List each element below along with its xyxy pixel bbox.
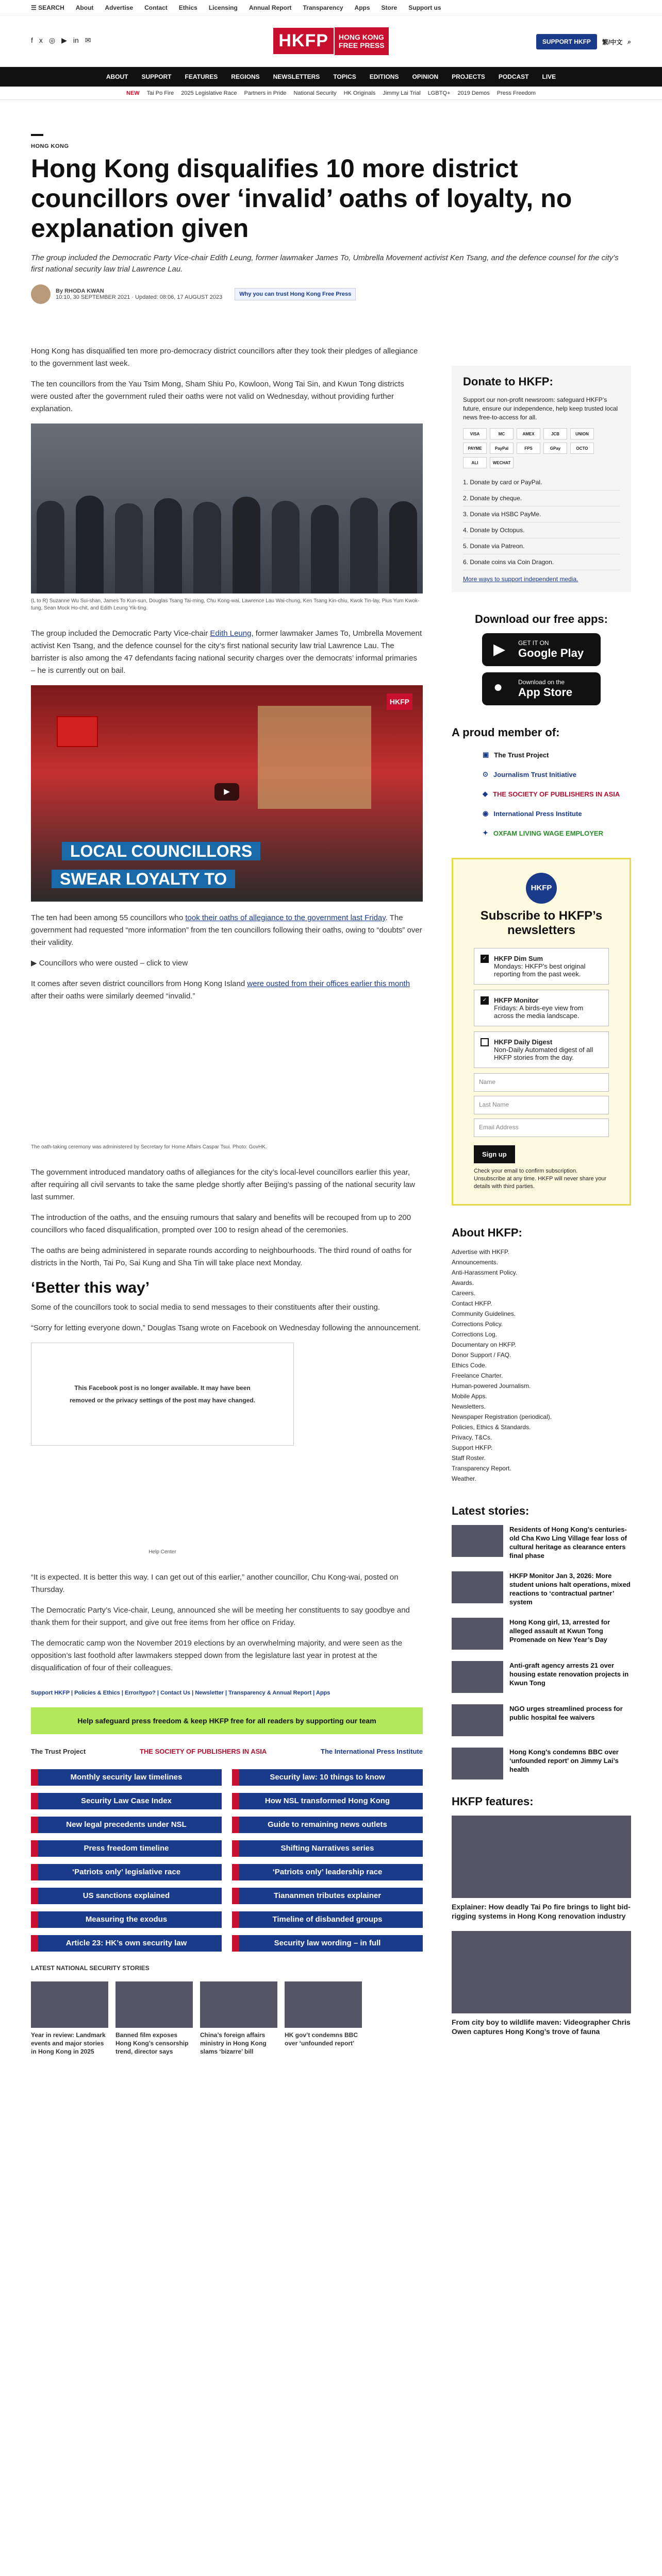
payment-icon: AMEX [517, 428, 540, 439]
paragraph: It comes after seven district councillors from Hong Kong Island were ousted from their offices earlier this month after their oaths were similarly deemed “invalid.” [31, 979, 410, 1001]
trust-link[interactable]: Why you can trust Hong Kong Free Press [235, 288, 356, 300]
explainer-button[interactable]: New legal precedents under NSL [31, 1817, 222, 1833]
explainer-button[interactable]: Measuring the exodus [31, 1911, 222, 1928]
payment-icon: MC [490, 428, 514, 439]
paragraph: The Democratic Party’s Vice-chair, Leung, announced she will be meeting her constituents to say goodbye and thank them for their support, and give out free items from her office on Friday. [31, 1606, 410, 1627]
explainer-button[interactable]: ‘Patriots only’ legislative race [31, 1864, 222, 1880]
jti-icon: ⊙ [483, 770, 488, 778]
search-link[interactable]: ☰ SEARCH [31, 4, 64, 11]
explainer-button[interactable]: US sanctions explained [31, 1888, 222, 1904]
latest-story[interactable]: Hong Kong girl, 13, arrested for alleged assault at Kwun Tong Promenade on New Year’s Day [452, 1618, 631, 1650]
language-switch[interactable]: 繁/中文 [602, 38, 623, 46]
about-link[interactable]: Corrections Log. [452, 1331, 498, 1338]
nav-features[interactable]: FEATURES [185, 73, 218, 80]
payment-icon: WECHAT [490, 457, 514, 468]
trending-item[interactable]: Tai Po Fire [146, 90, 174, 96]
google-play-icon: ▶ [493, 641, 506, 658]
apps-title: Download our free apps: [475, 613, 608, 625]
story-card[interactable]: HK gov’t condemns BBC over ‘unfounded report’ [285, 1981, 362, 2047]
instagram-icon[interactable]: ◎ [48, 36, 56, 44]
trending-item[interactable]: Partners in Pride [244, 90, 287, 96]
about-link[interactable]: Transparency Report. [452, 1465, 511, 1472]
story-thumb [452, 1661, 503, 1693]
topbar-advertise[interactable]: Advertise [105, 4, 134, 11]
about-link[interactable]: Community Guidelines. [452, 1310, 516, 1317]
nav-topics[interactable]: TOPICS [333, 73, 356, 80]
topbar-transparency[interactable]: Transparency [303, 4, 343, 11]
main-nav [0, 67, 662, 87]
donate-option[interactable]: 2. Donate by cheque. [463, 490, 620, 506]
topbar-about[interactable]: About [75, 4, 94, 11]
paragraph: Hong Kong has disqualified ten more pro-democracy district councillors after they took their pledges of allegiance to the government last week. [31, 347, 418, 368]
site-header [0, 15, 662, 67]
top-utility-bar [0, 0, 662, 15]
story-thumb [200, 1981, 277, 2028]
explainer-button[interactable]: Timeline of disbanded groups [232, 1911, 423, 1928]
article-subtitle: The group included the Democratic Party Vice-chair Edith Leung, former lawmaker James To, Umbrella Movement activist Ken Tsang, and the defence counsel for the city’s first national security law trial Lawrence Lau. [31, 253, 619, 274]
sopa-icon: ◆ [483, 790, 488, 798]
support-hkfp-button[interactable]: SUPPORT HKFP [536, 34, 597, 49]
donate-option[interactable]: 3. Donate via HSBC PayMe. [463, 506, 620, 522]
topbar-support[interactable]: Support us [408, 4, 441, 11]
about-link[interactable]: Advertise with HKFP. [452, 1248, 509, 1256]
member-logo[interactable]: ▣ The Trust Project [483, 751, 549, 759]
story-thumb [452, 1618, 503, 1650]
divider [31, 134, 43, 136]
sopa-logo[interactable]: THE SOCIETY OF PUBLISHERS IN ASIA [139, 1748, 267, 1755]
payment-icon: JCB [543, 428, 567, 439]
newsletter-option[interactable]: ✓ HKFP Dim Sum Mondays: HKFP’s best original reporting from the past week. [474, 948, 609, 985]
nav-podcast[interactable]: PODCAST [498, 73, 529, 80]
trending-item[interactable]: HK Originals [343, 90, 376, 96]
explainer-button[interactable]: How NSL transformed Hong Kong [232, 1793, 423, 1809]
story-thumb [452, 1571, 503, 1603]
article-dates: 10:10, 30 SEPTEMBER 2021 · Updated: 08:06, 17 AUGUST 2023 [56, 294, 223, 300]
about-link[interactable]: Awards. [452, 1279, 474, 1286]
section-title: LATEST NATIONAL SECURITY STORIES [31, 1964, 150, 1972]
story-thumb [452, 1748, 503, 1780]
feature-thumb [452, 1816, 631, 1898]
facebook-icon[interactable]: f [31, 36, 33, 44]
newsletter-option[interactable]: HKFP Daily Digest Non-Daily Automated digest of all HKFP stories from the day. [474, 1031, 609, 1068]
about-link[interactable]: Freelance Charter. [452, 1372, 503, 1379]
explainer-button[interactable]: ‘Patriots only’ leadership race [232, 1864, 423, 1880]
explainer-links [31, 1769, 423, 1952]
paragraph: The democratic camp won the November 2019 elections by an overwhelming majority, and were seen as the opposition’s last foothold after lawmakers stepped down from the legislature last year in protest at the disqualification of four of their colleagues. [31, 1639, 403, 1672]
checkbox[interactable] [481, 1038, 489, 1046]
about-link[interactable]: Human-powered Journalism. [452, 1382, 531, 1389]
explainer-button[interactable]: Monthly security law timelines [31, 1769, 222, 1786]
help-center-link[interactable]: Help Center [148, 1549, 176, 1555]
about-link[interactable]: Newsletters. [452, 1403, 486, 1410]
latest-story[interactable]: Anti-graft agency arrests 21 over housing estate renovation projects in Kwun Tong [452, 1661, 631, 1693]
header-actions [536, 34, 631, 49]
donate-option[interactable]: 6. Donate coins via Coin Dragon. [463, 554, 620, 570]
latest-story[interactable]: HKFP Monitor Jan 3, 2026: More student unions halt operations, mixed reactions to ‘contractual partner’ system [452, 1571, 631, 1606]
paragraph: “Sorry for letting everyone down,” Douglas Tsang wrote on Facebook on Wednesday following the announcement. [31, 1324, 421, 1332]
inline-link[interactable]: took their oaths of allegiance to the government last Friday [185, 913, 386, 922]
about-link[interactable]: Mobile Apps. [452, 1393, 487, 1400]
about-link[interactable]: Privacy, T&Cs. [452, 1434, 492, 1441]
nav-regions[interactable]: REGIONS [231, 73, 260, 80]
member-logo[interactable]: ◉ International Press Institute [483, 809, 582, 818]
more-ways-link[interactable]: More ways to support independent media. [463, 575, 578, 583]
about-link[interactable]: Donor Support / FAQ. [452, 1351, 511, 1359]
story-card[interactable]: Year in review: Landmark events and major stories in Hong Kong in 2025 [31, 1981, 108, 2056]
new-badge: NEW [126, 90, 140, 96]
youtube-icon[interactable]: ▶ [61, 36, 67, 44]
paragraph: The group included the Democratic Party Vice-chair Edith Leung, former lawmaker James To, Umbrella Movement activist Ken Tsang, and the defence counsel for the city’s first national security law trial Lawrence Lau. The barrister is also among the 47 defendants facing national security charges over the democrats’ informal primaries – he is currently out on bail. [31, 629, 422, 675]
photo-caption: The oath-taking ceremony was administered by Secretary for Home Affairs Caspar Tsui. Photo: GovHK. [31, 1144, 267, 1150]
explainer-button[interactable]: Security Law Case Index [31, 1793, 222, 1809]
signup-button[interactable]: Sign up [474, 1145, 515, 1163]
payment-icon: UNION [570, 428, 594, 439]
photo-caption: (L to R) Suzanne Wu Sui-shan, James To Kun-sun, Douglas Tsang Tai-ming, Chu Kong-wai, Lawrence Lau Wai-chung, Ken Tsang Kin-chiu, Kwok Tin-lay, Pius Yum Kwok-tung, Sean Mock Ho-chit, and Edith Leung Yik-ting. [31, 598, 420, 611]
topbar-ethics[interactable]: Ethics [178, 4, 197, 11]
site-logo[interactable] [273, 27, 388, 55]
article-header [31, 134, 631, 323]
partner-logos [31, 1745, 423, 1758]
trending-bar [0, 87, 662, 100]
linkedin-icon[interactable]: in [73, 36, 79, 44]
latest-title: Latest stories: [452, 1504, 529, 1517]
topbar-annual-report[interactable]: Annual Report [249, 4, 292, 11]
newsletter-box [452, 858, 631, 1206]
explainer-button[interactable]: Shifting Narratives series [232, 1840, 423, 1857]
latest-story[interactable]: Hong Kong’s condemns BBC over ‘unfounded report’ on Jimmy Lai’s health [452, 1748, 631, 1780]
story-thumb [452, 1525, 503, 1557]
article-title: Hong Kong disqualifies 10 more district councillors over ‘invalid’ oaths of loyalty, no explanation given [31, 154, 572, 243]
about-link[interactable]: Contact HKFP. [452, 1300, 492, 1307]
about-link[interactable]: Newspaper Registration (periodical). [452, 1413, 552, 1420]
donate-options [463, 474, 620, 570]
author-name[interactable]: By RHODA KWAN [56, 288, 104, 294]
nav-support[interactable]: SUPPORT [141, 73, 172, 80]
video-title-1: LOCAL COUNCILLORS [62, 842, 260, 860]
app-store-button[interactable]: ● Download on the App Store [482, 672, 601, 705]
about-link[interactable]: Careers. [452, 1290, 476, 1297]
story-thumb [115, 1981, 193, 2028]
ipi-logo[interactable]: The International Press Institute [321, 1748, 423, 1755]
payment-icon: PayPal [490, 443, 514, 454]
story-thumb [285, 1981, 362, 2028]
donate-text[interactable]: Support our non-profit newsroom: safeguard HKFP’s future, ensure our independence, help keep trusted local news free-to-access for all. [463, 396, 618, 421]
payment-icon: PAYME [463, 443, 487, 454]
nav-newsletters[interactable]: NEWSLETTERS [273, 73, 320, 80]
article-category[interactable]: HONG KONG [31, 143, 69, 149]
sidebar [452, 366, 631, 2046]
topbar-store[interactable]: Store [381, 4, 398, 11]
payment-icon: ALI [463, 457, 487, 468]
about-link[interactable]: Documentary on HKFP. [452, 1341, 517, 1348]
features-title: HKFP features: [452, 1795, 534, 1808]
latest-nsl-stories [31, 1962, 423, 2056]
trending-item[interactable]: LGBTQ+ [427, 90, 451, 96]
payment-methods [463, 428, 620, 468]
paragraph: The oaths are being administered in separate rounds according to neighbourhoods. The third round of oaths for districts in the North, Tai Po, Sai Kung and Sha Tin will take place next Monday. [31, 1246, 412, 1267]
about-links [452, 1247, 631, 1484]
nav-live[interactable]: LIVE [542, 73, 556, 80]
email-icon[interactable]: ✉ [85, 36, 91, 44]
logo-wordmark: HONG KONG FREE PRESS [335, 27, 389, 55]
flag-icon [57, 716, 98, 747]
feature-card[interactable]: Explainer: How deadly Tai Po fire brings to light bid-rigging systems in Hong Kong renovation industry [452, 1816, 631, 1921]
paragraph: The ten councillors from the Yau Tsim Mong, Sham Shiu Po, Kowloon, Wong Tai Sin, and Kwun Tong districts were ousted after the government ruled their oaths were not valid on Wednesday, without providing further explanation. [31, 380, 404, 413]
trending-item[interactable]: National Security [293, 90, 337, 96]
paragraph: The government introduced mandatory oaths of allegiances for the city’s local-level councillors earlier this year, after requiring all civil servants to take the same pledge shortly after Beijing’s passing of the national security law last summer. [31, 1168, 416, 1201]
trust-project-icon: ▣ [483, 751, 489, 758]
name-field[interactable]: Name [474, 1073, 609, 1092]
topbar-apps[interactable]: Apps [354, 4, 370, 11]
about-link[interactable]: Anti-Harassment Policy. [452, 1269, 518, 1276]
donate-option[interactable]: 5. Donate via Patreon. [463, 538, 620, 554]
toggle-councillors[interactable]: ▶ Councillors who were ousted – click to view [31, 959, 188, 968]
paragraph: Some of the councillors took to social media to send messages to their constituents after their ousting. [31, 1303, 380, 1312]
paragraph: “It is expected. It is better this way. I can get out of this earlier,” another councillor, Chu Kong-wai, posted on Thursday. [31, 1573, 399, 1594]
feature-thumb [452, 1931, 631, 2013]
trending-item[interactable]: Press Freedom [496, 90, 536, 96]
explainer-button[interactable]: Tiananmen tributes explainer [232, 1888, 423, 1904]
nav-about[interactable]: ABOUT [106, 73, 128, 80]
trending-item[interactable]: 2025 Legislative Race [181, 90, 237, 96]
nav-projects[interactable]: PROJECTS [452, 73, 485, 80]
video-backdrop [258, 706, 371, 809]
donate-option[interactable]: 1. Donate by card or PayPal. [463, 474, 620, 490]
byline [31, 284, 631, 304]
footer-links[interactable]: Support HKFP | Policies & Ethics | Error/typo? | Contact Us | Newsletter | Transparency & Annual Report | Apps [31, 1690, 330, 1696]
member-title: A proud member of: [452, 726, 560, 739]
donate-option[interactable]: 4. Donate by Octopus. [463, 522, 620, 538]
payment-icon: GPay [543, 443, 567, 454]
explainer-button[interactable]: Press freedom timeline [31, 1840, 222, 1857]
paragraph: The ten had been among 55 councillors who took their oaths of allegiance to the government last Friday. The government had requested “more information” from the ten councillors following their oaths, owing to “doubts” over their validity. [31, 913, 422, 947]
trending-item[interactable]: Jimmy Lai Trial [383, 90, 421, 96]
section-heading: ‘Better this way’ [31, 1279, 150, 1296]
hkfp-badge: HKFP [526, 873, 557, 904]
author-avatar [31, 284, 51, 304]
search-icon[interactable]: ⌕ [627, 38, 631, 45]
oxfam-icon: ✦ [483, 829, 488, 837]
about-link[interactable]: Policies, Ethics & Standards. [452, 1423, 531, 1431]
story-thumb [452, 1704, 503, 1736]
video-title-2: SWEAR LOYALTY TO [52, 870, 235, 888]
paragraph: The introduction of the oaths, and the ensuing rumours that salary and benefits will be recouped from up to 200 councillors who faced disqualification, prompted over 100 to resign ahead of the ceremonies. [31, 1213, 411, 1234]
support-banner[interactable]: Help safeguard press freedom & keep HKFP free for all readers by supporting our team [31, 1707, 423, 1734]
inline-link[interactable]: Edith Leung [210, 629, 252, 638]
explainer-button[interactable]: Security law wording – in full [232, 1935, 423, 1952]
article-body [31, 345, 423, 2056]
member-logo[interactable]: ◆ THE SOCIETY OF PUBLISHERS IN ASIA [483, 790, 620, 798]
explainer-button[interactable]: Article 23: HK’s own security law [31, 1935, 222, 1952]
story-card[interactable]: China’s foreign affairs ministry in Hong Kong slams ‘bizarre’ bill [200, 1981, 277, 2056]
member-logo[interactable]: ⊙ Journalism Trust Initiative [483, 770, 577, 778]
donate-title: Donate to HKFP: [463, 375, 553, 388]
inline-link[interactable]: were ousted from their offices earlier this month [247, 979, 410, 988]
google-play-button[interactable]: ▶ GET IT ON Google Play [482, 633, 601, 666]
oath-photo-placeholder [31, 1011, 423, 1140]
payment-icon: OCTO [570, 443, 594, 454]
social-icons [31, 36, 91, 45]
logo-mark: HKFP [273, 28, 334, 54]
ipi-icon: ◉ [483, 809, 489, 817]
about-link[interactable]: Staff Roster. [452, 1454, 486, 1462]
story-thumb [31, 1981, 108, 2028]
trending-item[interactable]: 2019 Demos [457, 90, 490, 96]
trust-project-logo[interactable]: The Trust Project [31, 1748, 86, 1755]
newsletter-note: Check your email to confirm subscription. Unsubscribe at any time. HKFP will never share your details with third parties. [474, 1168, 607, 1190]
story-card[interactable]: Banned film exposes Hong Kong’s censorship trend, director says [115, 1981, 193, 2056]
explainer-button[interactable]: Security law: 10 things to know [232, 1769, 423, 1786]
latest-story[interactable]: NGO urges streamlined process for public hospital fee waivers [452, 1704, 631, 1736]
newsletter-title: Subscribe to HKFP’s newsletters [480, 909, 603, 937]
email-field[interactable]: Email Address [474, 1118, 609, 1137]
payment-icon: FPS [517, 443, 540, 454]
facebook-embed: This Facebook post is no longer available. It may have been removed or the privacy settings of the post may have changed. [31, 1343, 294, 1446]
x-icon[interactable]: x [39, 36, 43, 44]
video-embed[interactable] [31, 685, 423, 902]
about-link[interactable]: Corrections Policy. [452, 1320, 503, 1328]
donate-box [452, 366, 631, 592]
about-title: About HKFP: [452, 1226, 522, 1239]
topbar-contact[interactable]: Contact [144, 4, 168, 11]
about-link[interactable]: Weather. [452, 1475, 476, 1482]
payment-icon: VISA [463, 428, 487, 439]
nav-opinion[interactable]: OPINION [412, 73, 439, 80]
about-link[interactable]: Ethics Code. [452, 1362, 487, 1369]
explainer-button[interactable]: Guide to remaining news outlets [232, 1817, 423, 1833]
group-photo [31, 423, 423, 594]
nav-editions[interactable]: EDITIONS [369, 73, 399, 80]
about-link[interactable]: Announcements. [452, 1259, 499, 1266]
play-icon[interactable]: ▶ [214, 783, 239, 801]
last-name-field[interactable]: Last Name [474, 1096, 609, 1114]
member-logo[interactable]: ✦ OXFAM LIVING WAGE EMPLOYER [483, 829, 603, 837]
about-link[interactable]: Support HKFP. [452, 1444, 493, 1451]
video-logo: HKFP [387, 693, 412, 710]
checkbox[interactable]: ✓ [481, 996, 489, 1005]
latest-story[interactable]: Residents of Hong Kong’s centuries-old Cha Kwo Ling Village fear loss of cultural heritage as clearance enters final phase [452, 1525, 631, 1560]
apple-icon: ● [493, 679, 503, 696]
newsletter-option[interactable]: ✓ HKFP Monitor Fridays: A birds-eye view from across the media landscape. [474, 990, 609, 1026]
topbar-licensing[interactable]: Licensing [208, 4, 238, 11]
checkbox[interactable]: ✓ [481, 955, 489, 963]
feature-card[interactable]: From city boy to wildlife maven: Videographer Chris Owen captures Hong Kong’s trove of fauna [452, 1931, 631, 2036]
